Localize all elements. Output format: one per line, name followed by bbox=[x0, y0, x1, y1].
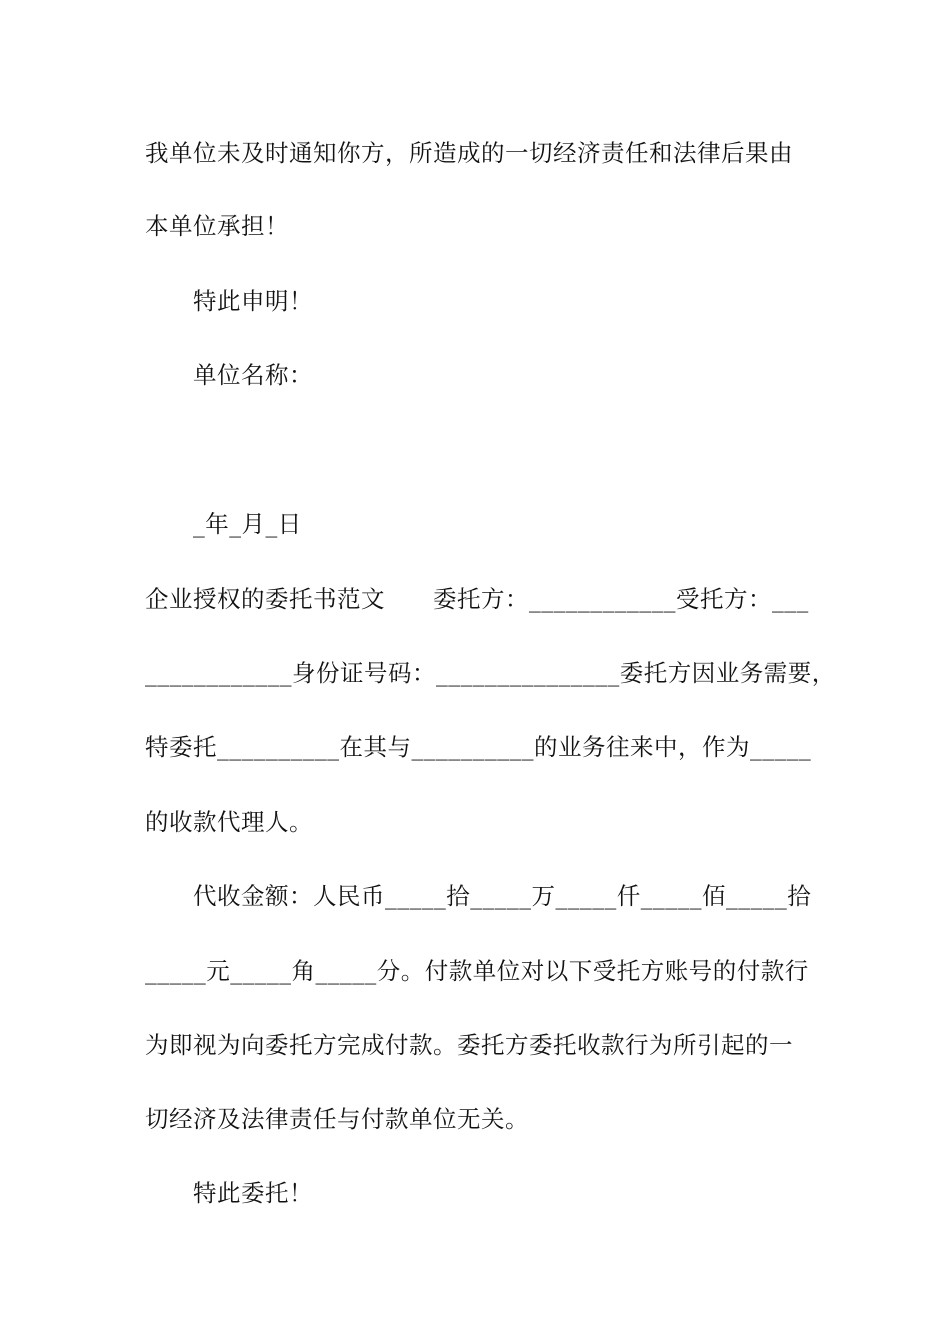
paragraph-line: 我单位未及时通知你方，所造成的一切经济责任和法律后果由 bbox=[145, 139, 793, 167]
paragraph-line: 为即视为向委托方完成付款。委托方委托收款行为所引起的一 bbox=[145, 1031, 793, 1059]
paragraph-line: ____________身份证号码：_______________委托方因业务需要， bbox=[145, 659, 836, 687]
date-line: _年_月_日 bbox=[193, 510, 302, 538]
paragraph-line: 企业授权的委托书范文 委托方：____________受托方：___ bbox=[145, 585, 809, 613]
paragraph-line: 本单位承担！ bbox=[145, 212, 289, 240]
paragraph-line: _____元_____角_____分。付款单位对以下受托方账号的付款行 bbox=[145, 957, 809, 985]
paragraph-line: 切经济及法律责任与付款单位无关。 bbox=[145, 1105, 529, 1133]
unit-name-label: 单位名称： bbox=[193, 361, 313, 389]
paragraph-line: 特委托__________在其与__________的业务往来中，作为_____ bbox=[145, 733, 812, 761]
paragraph-line: 代收金额：人民币_____拾_____万_____仟_____佰_____拾 bbox=[193, 882, 812, 910]
entrust-closing: 特此委托！ bbox=[193, 1179, 313, 1207]
declaration-closing: 特此申明！ bbox=[193, 287, 313, 315]
paragraph-line: 的收款代理人。 bbox=[145, 808, 313, 836]
